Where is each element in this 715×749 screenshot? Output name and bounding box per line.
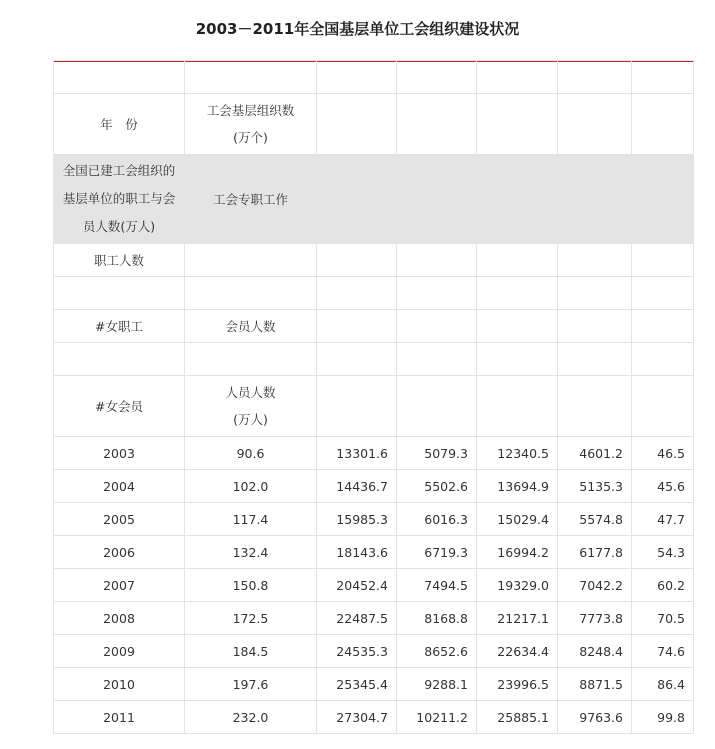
year-cell: 2010 [54, 668, 185, 701]
year-cell: 2004 [54, 470, 185, 503]
value-cell: 15985.3 [317, 503, 397, 536]
table-row [54, 437, 694, 470]
header-female-workers: #女职工 [54, 310, 185, 343]
year-cell: 2008 [54, 602, 185, 635]
value-cell: 16994.2 [477, 536, 558, 569]
value-cell: 7773.8 [558, 602, 632, 635]
value-cell: 46.5 [632, 437, 694, 470]
header-row-workers [54, 244, 694, 277]
value-cell: 232.0 [185, 701, 317, 734]
year-cell: 2003 [54, 437, 185, 470]
year-cell: 2011 [54, 701, 185, 734]
value-cell: 8871.5 [558, 668, 632, 701]
header-org-count-label: 工会基层组织数 [206, 103, 295, 118]
table-row [54, 635, 694, 668]
value-cell: 70.5 [632, 602, 694, 635]
value-cell: 18143.6 [317, 536, 397, 569]
header-row-female-members [54, 376, 694, 437]
value-cell: 117.4 [185, 503, 317, 536]
value-cell: 9288.1 [397, 668, 477, 701]
value-cell: 14436.7 [317, 470, 397, 503]
value-cell: 74.6 [632, 635, 694, 668]
header-female-members: #女会员 [54, 376, 185, 437]
header-members: 会员人数 [185, 310, 317, 343]
value-cell: 25345.4 [317, 668, 397, 701]
value-cell: 99.8 [632, 701, 694, 734]
table-row [54, 668, 694, 701]
value-cell: 13301.6 [317, 437, 397, 470]
data-table-container [53, 60, 693, 734]
value-cell: 6719.3 [397, 536, 477, 569]
value-cell: 45.6 [632, 470, 694, 503]
value-cell: 172.5 [185, 602, 317, 635]
value-cell: 15029.4 [477, 503, 558, 536]
header-year: 年 份 [54, 94, 185, 155]
value-cell: 47.7 [632, 503, 694, 536]
value-cell: 8168.8 [397, 602, 477, 635]
value-cell: 7042.2 [558, 569, 632, 602]
value-cell: 54.3 [632, 536, 694, 569]
table-row [54, 602, 694, 635]
value-cell: 150.8 [185, 569, 317, 602]
year-cell: 2007 [54, 569, 185, 602]
value-cell: 19329.0 [477, 569, 558, 602]
header-fulltime: 工会专职工作 [185, 155, 317, 244]
header-staff-unit: (万人) [233, 412, 268, 427]
header-staff-label: 人员人数 [225, 385, 276, 400]
value-cell: 60.2 [632, 569, 694, 602]
value-cell: 7494.5 [397, 569, 477, 602]
header-row-year [54, 94, 694, 155]
value-cell: 5574.8 [558, 503, 632, 536]
value-cell: 6177.8 [558, 536, 632, 569]
header-org-count-unit: (万个) [233, 130, 268, 145]
value-cell: 22634.4 [477, 635, 558, 668]
value-cell: 197.6 [185, 668, 317, 701]
value-cell: 21217.1 [477, 602, 558, 635]
table-row [54, 503, 694, 536]
year-cell: 2005 [54, 503, 185, 536]
value-cell: 8248.4 [558, 635, 632, 668]
data-table [53, 60, 694, 734]
value-cell: 5502.6 [397, 470, 477, 503]
value-cell: 102.0 [185, 470, 317, 503]
header-spacer-row [54, 343, 694, 376]
table-row [54, 470, 694, 503]
value-cell: 6016.3 [397, 503, 477, 536]
value-cell: 184.5 [185, 635, 317, 668]
value-cell: 25885.1 [477, 701, 558, 734]
value-cell: 24535.3 [317, 635, 397, 668]
value-cell: 8652.6 [397, 635, 477, 668]
header-org-count [185, 94, 317, 155]
value-cell: 90.6 [185, 437, 317, 470]
value-cell: 86.4 [632, 668, 694, 701]
header-row-female-workers [54, 310, 694, 343]
table-row [54, 536, 694, 569]
value-cell: 13694.9 [477, 470, 558, 503]
value-cell: 23996.5 [477, 668, 558, 701]
value-cell: 10211.2 [397, 701, 477, 734]
header-spacer-row [54, 277, 694, 310]
header-spacer-row [54, 61, 694, 94]
table-row [54, 569, 694, 602]
value-cell: 4601.2 [558, 437, 632, 470]
table-row [54, 701, 694, 734]
value-cell: 5079.3 [397, 437, 477, 470]
header-members-label: 全国已建工会组织的基层单位的职工与会员人数(万人) [54, 155, 185, 244]
value-cell: 132.4 [185, 536, 317, 569]
value-cell: 9763.6 [558, 701, 632, 734]
year-cell: 2009 [54, 635, 185, 668]
page-title: 2003－2011年全国基层单位工会组织建设状况 [195, 20, 520, 38]
value-cell: 20452.4 [317, 569, 397, 602]
header-staff [185, 376, 317, 437]
value-cell: 27304.7 [317, 701, 397, 734]
value-cell: 22487.5 [317, 602, 397, 635]
year-cell: 2006 [54, 536, 185, 569]
value-cell: 5135.3 [558, 470, 632, 503]
header-row-members [54, 155, 694, 244]
header-workers: 职工人数 [54, 244, 185, 277]
value-cell: 12340.5 [477, 437, 558, 470]
